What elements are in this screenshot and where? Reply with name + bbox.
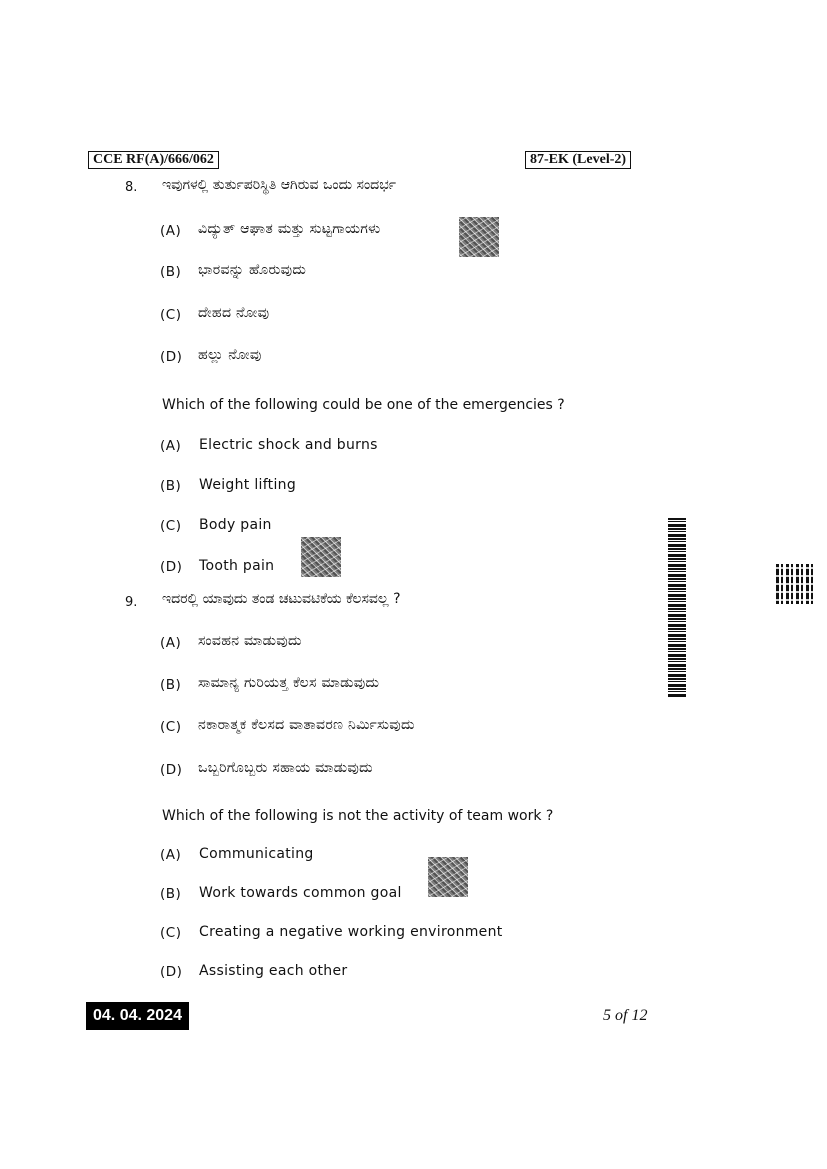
option-text-english: Tooth pain [199,558,275,574]
option-text-english: Communicating [199,846,314,862]
exam-date: 04. 04. 2024 [86,1002,189,1030]
option-letter: (A) [160,635,182,651]
option-text-kannada: ಸಾಮಾನ್ಯ ಗುರಿಯತ್ತ ಕೆಲಸ ಮಾಡುವುದು [198,675,380,691]
option-text-english: Creating a negative working environment [199,924,503,940]
option-letter: (D) [160,762,183,778]
option-letter: (B) [160,264,182,280]
option-letter: (A) [160,223,182,239]
page-number: 5 of 12 [603,1007,648,1024]
noise-pattern-image [301,537,341,577]
option-letter: (A) [160,847,182,863]
option-letter: (C) [160,307,182,323]
option-text-english: Assisting each other [199,963,348,979]
option-letter: (B) [160,677,182,693]
option-letter: (C) [160,518,182,534]
option-letter: (C) [160,719,182,735]
option-letter: (B) [160,478,182,494]
question-number: 8. [125,180,138,195]
option-text-kannada: ನಕಾರಾತ್ಮಕ ಕೆಲಸದ ವಾತಾವರಣ ನಿರ್ಮಿಸುವುದು [198,717,415,733]
option-letter: (A) [160,438,182,454]
option-text-kannada: ಭಾರವನ್ನು ಹೊರುವುದು [198,262,307,278]
option-letter: (D) [160,559,183,575]
option-text-english: Weight lifting [199,477,297,493]
option-letter: (C) [160,925,182,941]
option-letter: (B) [160,886,182,902]
barcode-image [668,518,686,698]
option-text-kannada: ದೇಹದ ನೋವು [198,305,270,321]
question-number: 9. [125,595,138,610]
option-letter: (D) [160,349,183,365]
noise-pattern-image [459,217,499,257]
option-text-english: Work towards common goal [199,885,402,901]
option-text-kannada: ಒಬ್ಬರಿಗೊಬ್ಬರು ಸಹಾಯ ಮಾಡುವುದು [198,760,373,776]
option-text-kannada: ಹಲ್ಲು ನೋವು [198,347,262,363]
qr-code-image [776,564,816,604]
question-text-english: Which of the following is not the activity of team work ? [162,808,554,824]
question-text-kannada: ಇವುಗಳಲ್ಲಿ ತುರ್ತುಪರಿಸ್ಥಿತಿ ಆಗಿರುವ ಒಂದು ಸಂದರ್ಭ [162,177,397,193]
question-text-english: Which of the following could be one of the emergencies ? [162,397,565,413]
question-text-kannada: ಇದರಲ್ಲಿ ಯಾವುದು ತಂಡ ಚಟುವಟಿಕೆಯ ಕೆಲಸವಲ್ಲ ? [162,591,401,607]
paper-code: CCE RF(A)/666/062 [88,151,219,169]
option-letter: (D) [160,964,183,980]
option-text-english: Electric shock and burns [199,437,378,453]
option-text-kannada: ಸಂವಹನ ಮಾಡುವುದು [198,633,302,649]
noise-pattern-image [428,857,468,897]
option-text-english: Body pain [199,517,272,533]
option-text-kannada: ವಿದ್ಯುತ್ ಆಘಾತ ಮತ್ತು ಸುಟ್ಟಗಾಯಗಳು [198,221,381,237]
subject-code: 87-EK (Level-2) [525,151,631,169]
